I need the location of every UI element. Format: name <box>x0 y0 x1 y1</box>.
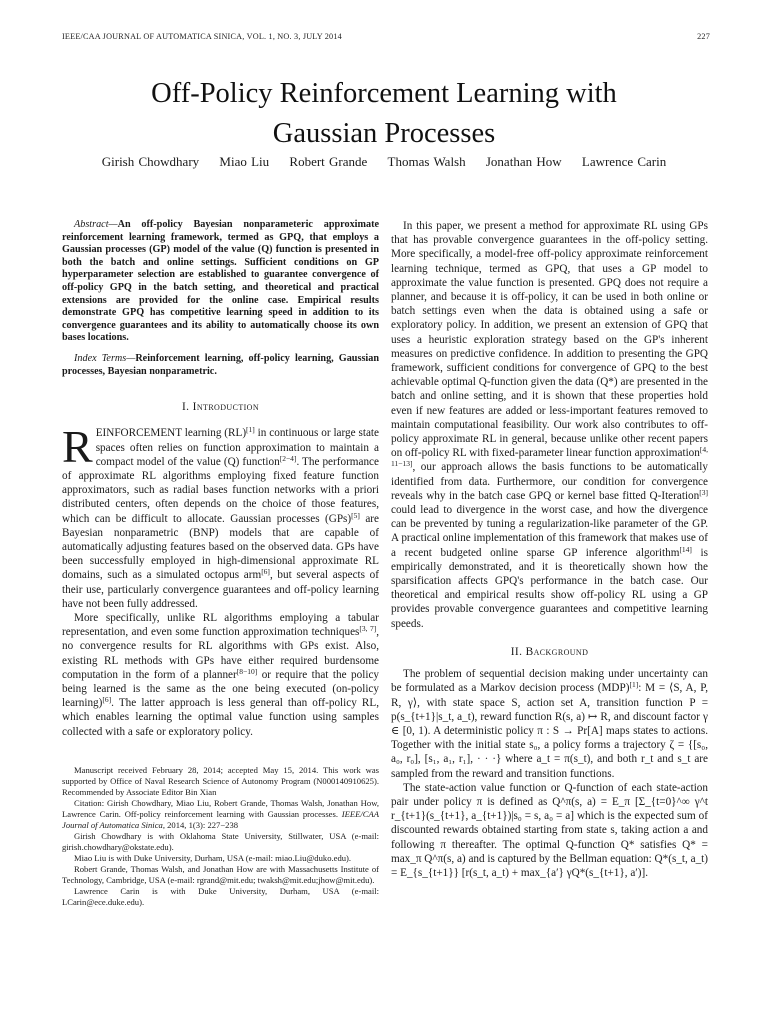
intro-paragraph-1: REINFORCEMENT learning (RL)[1] in continuous or large state spaces often relies on function approximation to maintain a compact model of the value (Q) function[2−4]. The performance of approximate RL algorithms employing fixed feature function approximators, such as radial bases function networks with a priori distributed centers, often depends on the choice of those features, which can be difficult to allocate. Gaussian processes (GPs)[5] are Bayesian nonparametric (BNP) models that are capable of automatically adjusting features based on the observed data. GPs have been successfully employed in high-dimensional approximate RL domains, such as a simulated octopus arm[6], but several aspects of their use, particularly convergence guarantees and off-policy learning have not been fully addressed. <box>62 421 379 610</box>
citation: [6] <box>261 567 270 577</box>
citation: [2−4] <box>279 453 297 463</box>
drop-cap: R <box>62 421 93 473</box>
citation: [4, 11−13] <box>391 445 708 469</box>
left-column <box>62 219 379 908</box>
background-paragraph-1: The problem of sequential decision making under uncertainty can be formulated as a Markov decision process (MDP)[1]: M = ⟨S, A, P, R, γ⟩, with state space S, action set A, transition function P = p(s_{t+1}|s_t, a_t), reward function R(s, a) ↦ R, and discount factor γ ∈ [0, 1). A deterministic policy π : S → Pr[A] maps states to actions. Together with the initial state s₀, a policy forms a trajectory ζ = {[s₀, a₀, r₀], [s₁, a₁, r₁], · · ·} where a_t = π(s_t), and both r_t and s_t are sampled from the reward and transition functions. <box>391 668 708 780</box>
citation: [3] <box>699 487 708 497</box>
author: Girish Chowdhary <box>101 154 200 169</box>
author-list <box>40 154 728 170</box>
index-terms-label: Index Terms— <box>74 352 136 364</box>
abstract-text: An off-policy Bayesian nonparameteric approximate reinforcement learning framework, termed as GPQ, that employs a Gaussian processes (GP) model of the value (Q) function is presented in both the batch and online settings. Sufficient conditions on GP hyperparameter selection are established to guarantee convergence of off-policy GPQ in the batch setting, and theoretical and practical extensions are provided for the online case. Empirical results demonstrate GPQ has competitive learning speed in addition to its convergence guarantees and its ability to automatically choose its own bases locations. <box>62 219 379 344</box>
citation: [6] <box>102 695 112 705</box>
citation: [1] <box>629 680 639 690</box>
abstract-label: Abstract— <box>74 219 118 230</box>
intro-paragraph-3: In this paper, we present a method for approximate RL using GPs that has provable convergence guarantees in the off-policy setting. More specifically, a model-free off-policy approximate reinforcement learning technique, termed as GPQ, that uses a GP model to approximate the value function is presented. GPQ does not require a planner, and because it is off-policy, it can be used in both online or batch settings even when the data is obtained using a safe or exploratory policy. In addition, we present an extension of GPQ that uses a heuristic exploration strategy based on the GP's inherent measures on predictive confidence. In addition to presenting the GPQ framework, sufficient conditions for convergence of GPQ to the best achievable optimal Q-function given the data (Q*) are presented in the batch and online setting, and it is shown that these properties hold even if new features are added or less-important features removed to maintain computational feasibility. Our work also contributes to off-policy approximate RL in general, because unlike other recent papers on off-policy RL with fixed-parameter linear function approximation[4, 11−13], our approach allows the basis functions to be automatically identified from data. Furthermore, our condition for convergence reveals why in the batch case GPQ or kernel base fitted Q-Iteration[3] could lead to divergence in the worst case, and how the divergence can be prevented by tuning a regularization-like parameter of the GP. A practical online implementation of this framework that makes use of a recent budgeted online sparse GP inference algorithm[14] is empirically demonstrated, and it is theoretically shown how the sparsification affects GPQ's performance in the batch case. Our theoretical and empirical results show off-policy RL using a GP provides provable convergence guarantees and competitive learning speeds. <box>391 220 709 630</box>
journal-name: IEEE/CAA JOURNAL OF AUTOMATICA SINICA, VOL. 1, NO. 3, JULY 2014 <box>62 32 342 41</box>
citation: [3, 7] <box>359 624 377 634</box>
background-paragraph-2: The state-action value function or Q-function of each state-action pair under policy π is defined as Q^π(s, a) = E_π [Σ_{t=0}^∞ γ^t r_{t+1}(s_{t+1}, a_{t+1})|s₀ = s, a₀ = a] which is the expected sum of discounted rewards obtained starting from state s, taking action a and following π thereafter. The optimal Q-function Q* satisfies Q* = max_π Q^π(s, a) and is captured by the Bellman equation: Q*(s_t, a_t) = E_{s_{t+1}} [r(s_t, a_t) + max_{a′} γQ*(s_{t+1}, a′)]. <box>391 781 708 879</box>
section-heading-introduction: I. Introduction <box>181 401 260 414</box>
title-line-1: Off-Policy Reinforcement Learning with <box>151 78 617 109</box>
running-header <box>62 32 710 46</box>
abstract <box>62 219 379 345</box>
citation: [14] <box>679 544 692 554</box>
footnote-affiliation: Miao Liu is with Duke University, Durham, USA (e-mail: miao.Liu@duko.edu). <box>74 852 352 863</box>
footnote-affiliation: Lawrence Carin is with Duke University, Durham, USA (e-mail: LCarin@ece.duke.edu). <box>62 885 379 907</box>
index-terms <box>62 353 379 378</box>
title-line-2: Gaussian Processes <box>272 118 496 149</box>
footnote-affiliation: Girish Chowdhary is with Oklahoma State University, Stillwater, USA (e-mail: girish.chowdhary@okstate.edu). <box>62 830 379 852</box>
author: Miao Liu <box>219 154 270 169</box>
author: Lawrence Carin <box>581 154 667 169</box>
right-column <box>391 219 708 880</box>
index-terms-text: Reinforcement learning, off-policy learning, Gaussian processes, Bayesian nonparametric. <box>62 352 379 377</box>
intro-paragraph-2: More specifically, unlike RL algorithms employing a tabular representation, and even some function approximation techniques[3, 7], no convergence results for RL algorithms with GPs exist. Also, existing RL methods with GPs have either required burdensome computation in the form of a planner[8−10] or require that the policy being learned is the same as the one being executed (on-policy learning)[6]. The latter approach is less general than off-policy RL, which enables learning the optimal value function using samples collected with a safe or exploratory policy. <box>62 611 380 738</box>
footnote-affiliation: Robert Grande, Thomas Walsh, and Jonathan How are with Massachusetts Institute of Technology, Cambridge, USA (e-mail: rgrand@mit.edu; twaksh@mit.edu;jhow@mit.edu). <box>62 863 379 885</box>
paper-title <box>40 74 728 154</box>
citation: [5] <box>351 510 360 520</box>
author: Robert Grande <box>289 154 368 169</box>
citation: [8−10] <box>236 666 258 676</box>
author: Thomas Walsh <box>387 154 466 169</box>
footnote-manuscript: Manuscript received February 28, 2014; accepted May 15, 2014. This work was supported by Office of Naval Research Science of Autonomy Program (N000140910625). Recommended by Associate Editor Bin Xian <box>62 764 379 797</box>
author: Jonathan How <box>485 154 562 169</box>
footnote-citation: Citation: Girish Chowdhary, Miao Liu, Robert Grande, Thomas Walsh, Jonathan How, Lawrence Carin. Off-policy reinforcement learning with Gaussian processes. IEEE/CAA Journal of Automatica Sinica, 2014, 1(3): 227−238 <box>62 797 379 830</box>
footnotes <box>62 765 379 908</box>
section-heading-background: II. Background <box>510 645 589 658</box>
citation: [1] <box>246 425 255 435</box>
page-number: 227 <box>697 32 710 41</box>
